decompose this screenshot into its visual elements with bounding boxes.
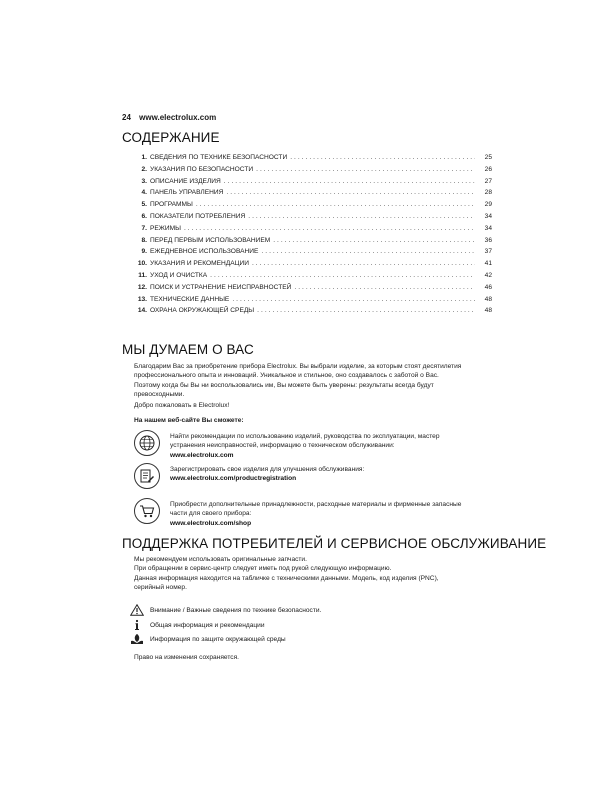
toc-leader-dots	[290, 154, 475, 161]
toc-item[interactable]	[122, 237, 492, 249]
registration-icon	[134, 463, 160, 489]
registration-link[interactable]: www.electrolux.com/productregistration	[170, 475, 297, 483]
toc-item-page: 29	[484, 201, 492, 209]
cart-icon	[134, 498, 160, 524]
feature-text: устранения неисправностей, информацию о техническом обслуживании:	[170, 442, 395, 450]
legend-warning	[130, 604, 321, 616]
toc-item-title: СВЕДЕНИЯ ПО ТЕХНИКЕ БЕЗОПАСНОСТИ	[150, 154, 288, 161]
toc-item-title: ТЕХНИЧЕСКИЕ ДАННЫЕ	[150, 295, 230, 303]
toc-item[interactable]	[122, 178, 492, 190]
toc-item[interactable]	[122, 284, 492, 296]
toc-item-page: 36	[484, 236, 492, 244]
about-intro-line: Благодарим Вас за приобретение прибора Electrolux. Вы выбрали изделие, за которым стоят десятилетия	[134, 363, 462, 370]
legend-label: Внимание / Важные сведения по технике безопасности.	[150, 606, 322, 614]
toc-leader-dots	[248, 213, 475, 220]
toc-leader-dots	[224, 178, 475, 185]
toc-leader-dots	[210, 272, 475, 279]
support-title: ПОДДЕРЖКА ПОТРЕБИТЕЛЕЙ И СЕРВИСНОЕ ОБСЛУЖИВАНИЕ	[122, 536, 547, 551]
toc-item-page: 48	[484, 307, 492, 315]
toc-item-title: ЕЖЕДНЕВНОЕ ИСПОЛЬЗОВАНИЕ	[150, 248, 259, 256]
toc-item-number: 12.	[137, 283, 147, 291]
toc-leader-dots	[196, 201, 475, 208]
feature-support	[134, 430, 440, 460]
support-line: Мы рекомендуем использовать оригинальные запчасти.	[134, 556, 307, 563]
support-text	[134, 555, 439, 592]
warning-icon	[130, 604, 144, 616]
toc-item-title: ПАНЕЛЬ УПРАВЛЕНИЯ	[150, 189, 224, 197]
toc-leader-dots	[273, 237, 475, 244]
toc-item-title: РЕЖИМЫ	[150, 224, 181, 232]
toc-item-page: 28	[484, 189, 492, 197]
toc-item-number: 13.	[137, 295, 147, 303]
globe-icon	[134, 430, 160, 456]
toc-item-page: 27	[484, 177, 492, 185]
toc-leader-dots	[257, 307, 475, 314]
legend-label: Информация по защите окружающей среды	[150, 635, 286, 643]
toc-item-number: 6.	[141, 212, 147, 220]
support-link[interactable]: www.electrolux.com	[170, 451, 234, 459]
toc-leader-dots	[226, 189, 475, 196]
toc-leader-dots	[294, 284, 475, 291]
toc-leader-dots	[184, 225, 475, 232]
toc-title: СОДЕРЖАНИЕ	[122, 130, 220, 145]
toc-item-number: 4.	[141, 189, 147, 197]
toc-item-page: 42	[484, 271, 492, 279]
support-line: серийный номер.	[134, 583, 187, 591]
toc-item-title: ОХРАНА ОКРУЖАЮЩЕЙ СРЕДЫ	[150, 307, 255, 315]
toc-item[interactable]	[122, 154, 492, 166]
table-of-contents	[122, 154, 492, 319]
toc-item[interactable]	[122, 260, 492, 272]
toc-item-page: 48	[484, 295, 492, 303]
toc-item-number: 5.	[141, 201, 147, 209]
toc-item[interactable]	[122, 296, 492, 308]
toc-item-title: ПЕРЕД ПЕРВЫМ ИСПОЛЬЗОВАНИЕМ	[150, 236, 271, 244]
legend-environment	[130, 633, 286, 645]
toc-item-number: 11.	[138, 271, 147, 279]
toc-item-number: 1.	[141, 154, 147, 161]
legend-label: Общая информация и рекомендации	[150, 621, 265, 629]
toc-item-page: 34	[484, 224, 492, 232]
toc-item-number: 7.	[141, 224, 147, 232]
toc-leader-dots	[252, 260, 475, 267]
welcome-text: Добро пожаловать в Electrolux!	[134, 402, 230, 409]
feature-text: Приобрести дополнительные принадлежности, расходные материалы и фирменные запасные	[170, 501, 462, 508]
toc-item[interactable]	[122, 189, 492, 201]
feature-text: Найти рекомендации по использованию изделий, руководства по эксплуатации, мастер	[170, 433, 440, 440]
toc-item-title: ПОИСК И УСТРАНЕНИЕ НЕИСПРАВНОСТЕЙ	[150, 283, 292, 291]
feature-text: части для своего прибора:	[170, 510, 252, 518]
toc-item[interactable]	[122, 166, 492, 178]
toc-item-title: УКАЗАНИЯ ПО БЕЗОПАСНОСТИ	[150, 165, 254, 173]
footer-note: Право на изменения сохраняется.	[134, 654, 239, 661]
about-intro-line: профессионального опыта и инноваций. Уникальное и стильное, оно создавалось с заботой о Вас.	[134, 372, 439, 380]
visit-heading: На нашем веб-сайте Вы сможете:	[134, 417, 244, 424]
support-line: При обращении в сервис-центр следует иметь под рукой следующую информацию.	[134, 565, 392, 573]
toc-leader-dots	[261, 248, 475, 255]
toc-leader-dots	[232, 296, 475, 303]
toc-item[interactable]	[122, 225, 492, 237]
toc-item-title: УХОД И ОЧИСТКА	[150, 271, 208, 279]
about-intro	[134, 362, 461, 399]
toc-item-number: 9.	[141, 248, 147, 256]
shop-link[interactable]: www.electrolux.com/shop	[170, 519, 252, 527]
toc-leader-dots	[256, 166, 475, 173]
info-icon	[130, 619, 144, 631]
toc-item-page: 46	[484, 283, 492, 291]
toc-item-title: ОПИСАНИЕ ИЗДЕЛИЯ	[150, 177, 221, 185]
toc-item[interactable]	[122, 307, 492, 319]
toc-item[interactable]	[122, 248, 492, 260]
toc-item-page: 26	[484, 165, 492, 173]
toc-item[interactable]	[122, 201, 492, 213]
toc-item-page: 25	[484, 154, 492, 161]
toc-item-number: 8.	[141, 236, 147, 244]
feature-registration	[134, 463, 364, 489]
feature-shop	[134, 498, 461, 528]
toc-item-number: 2.	[141, 165, 147, 173]
toc-item-page: 41	[484, 260, 492, 268]
about-intro-line: превосходными.	[134, 390, 185, 398]
support-line: Данная информация находится на табличке с техническими данными. Модель, код изделия (PNC),	[134, 574, 439, 582]
toc-item-page: 34	[484, 212, 492, 220]
toc-item-number: 3.	[141, 177, 147, 185]
toc-item-title: ПОКАЗАТЕЛИ ПОТРЕБЛЕНИЯ	[150, 212, 246, 220]
toc-item[interactable]	[122, 213, 492, 225]
toc-item[interactable]	[122, 272, 492, 284]
about-intro-line: Поэтому когда бы Вы ни воспользовались им, Вы можете быть уверены: результаты всегда будут	[134, 381, 434, 389]
page-header	[122, 113, 216, 122]
feature-text: Зарегистрировать свое изделия для улучшения обслуживания:	[170, 466, 365, 473]
site-url: www.electrolux.com	[139, 113, 217, 122]
toc-item-number: 10.	[137, 260, 147, 268]
toc-item-title: ПРОГРАММЫ	[150, 201, 193, 209]
page-number: 24	[122, 113, 131, 122]
toc-item-page: 37	[484, 248, 492, 256]
legend-info	[130, 619, 265, 631]
environment-icon	[130, 633, 144, 645]
toc-item-number: 14.	[137, 307, 147, 315]
about-title: МЫ ДУМАЕМ О ВАС	[122, 342, 254, 357]
toc-item-title: УКАЗАНИЯ И РЕКОМЕНДАЦИИ	[150, 260, 249, 268]
